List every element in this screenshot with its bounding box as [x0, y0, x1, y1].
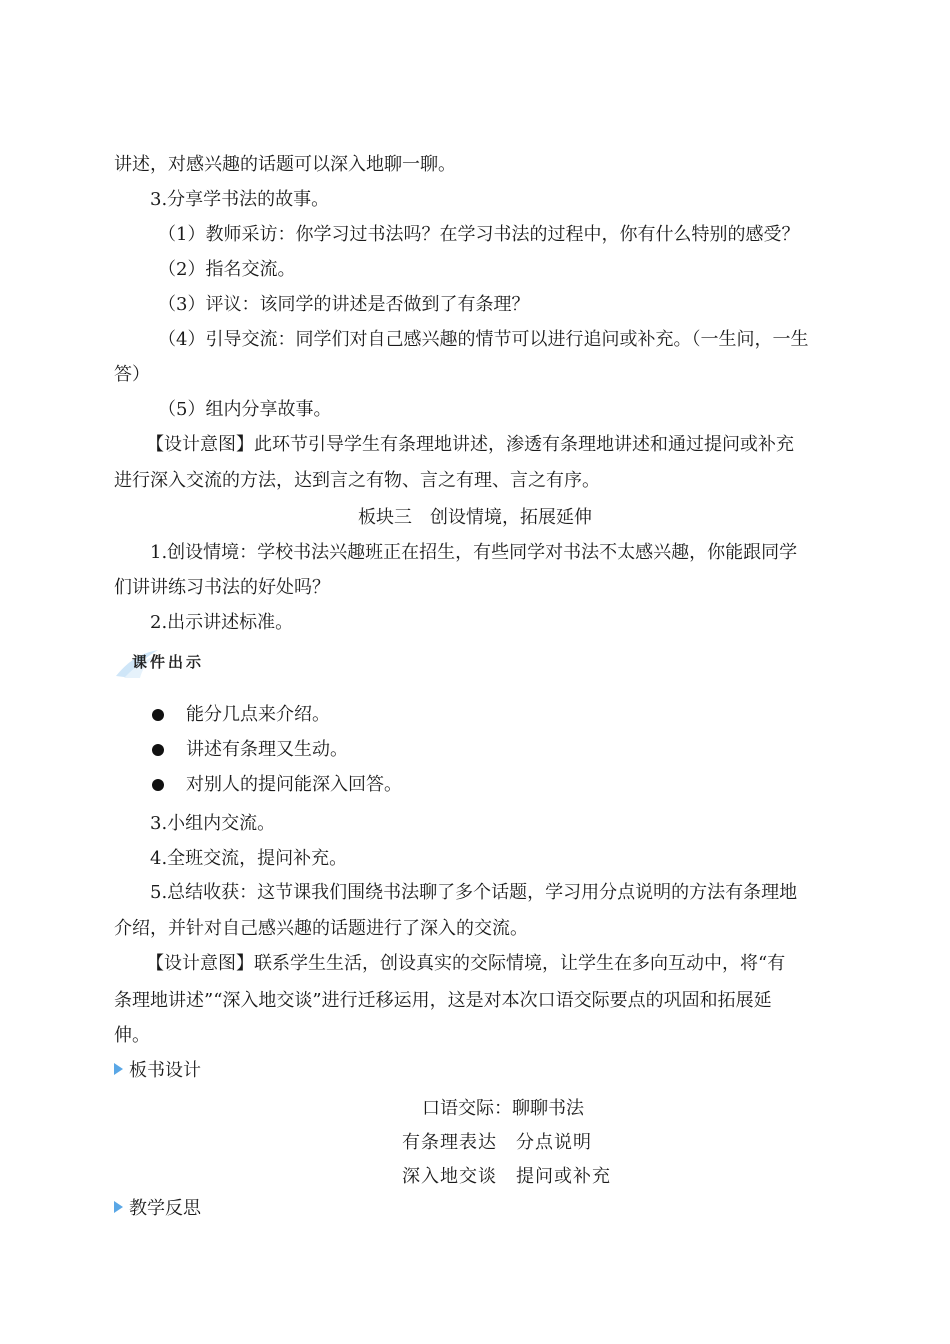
board-row: 有条理表达 分点说明: [402, 1132, 592, 1153]
paragraph-line: 条理地讲述”“深入地交谈”进行迁移运用，这是对本次口语交际要点的巩固和拓展延: [114, 990, 772, 1011]
board-row: 深入地交谈 提问或补充: [402, 1166, 611, 1187]
design-intent-line: 【设计意图】联系学生生活，创设真实的交际情境，让学生在多向互动中，将“有: [146, 953, 786, 974]
paragraph-line: 2.出示讲述标准。: [150, 612, 294, 633]
section-reflection: [114, 1196, 201, 1222]
paragraph-line: 伸。: [114, 1025, 150, 1046]
triangle-icon: [114, 1201, 123, 1213]
paragraph-line: （2）指名交流。: [158, 259, 296, 280]
bullet-icon: [152, 779, 164, 791]
courseware-badge: [114, 648, 224, 678]
section-label: 教学反思: [129, 1198, 201, 1219]
bullet-icon: [152, 709, 164, 721]
paragraph-line: 4.全班交流，提问补充。: [150, 848, 348, 869]
paragraph-line: 3.小组内交流。: [150, 813, 276, 834]
bullet-item: 能分几点来介绍。: [186, 704, 330, 725]
board-title: 口语交际：聊聊书法: [422, 1098, 584, 1119]
paragraph-line: 讲述，对感兴趣的话题可以深入地聊一聊。: [114, 154, 456, 175]
section-label: 板书设计: [129, 1060, 201, 1081]
triangle-icon: [114, 1063, 123, 1075]
badge-label: 课件出示: [132, 653, 205, 671]
bullet-icon: [152, 744, 164, 756]
bullet-item: 对别人的提问能深入回答。: [186, 774, 402, 795]
paragraph-line: （3）评议：该同学的讲述是否做到了有条理？: [158, 294, 530, 315]
section-board-design: [114, 1058, 201, 1084]
paragraph-line: 3.分享学书法的故事。: [150, 189, 330, 210]
paragraph-line: 答）: [114, 364, 150, 385]
paragraph-line: 介绍，并针对自己感兴趣的话题进行了深入的交流。: [114, 918, 528, 939]
paragraph-line: 5.总结收获：这节课我们围绕书法聊了多个话题，学习用分点说明的方法有条理地: [150, 882, 798, 903]
paragraph-line: 进行深入交流的方法，达到言之有物、言之有理、言之有序。: [114, 470, 600, 491]
paragraph-line: （1）教师采访：你学习过书法吗？在学习书法的过程中，你有什么特别的感受？: [158, 224, 800, 245]
paragraph-line: （5）组内分享故事。: [158, 399, 332, 420]
paragraph-line: （4）引导交流：同学们对自己感兴趣的情节可以进行追问或补充。（一生问，一生: [158, 329, 809, 350]
design-intent-line: 【设计意图】此环节引导学生有条理地讲述，渗透有条理地讲述和通过提问或补充: [146, 434, 794, 455]
paragraph-line: 们讲讲练习书法的好处吗？: [114, 577, 330, 598]
bullet-item: 讲述有条理又生动。: [186, 739, 348, 760]
section-heading: 板块三 创设情境，拓展延伸: [358, 507, 592, 528]
paragraph-line: 1.创设情境：学校书法兴趣班正在招生，有些同学对书法不太感兴趣，你能跟同学: [150, 542, 798, 563]
